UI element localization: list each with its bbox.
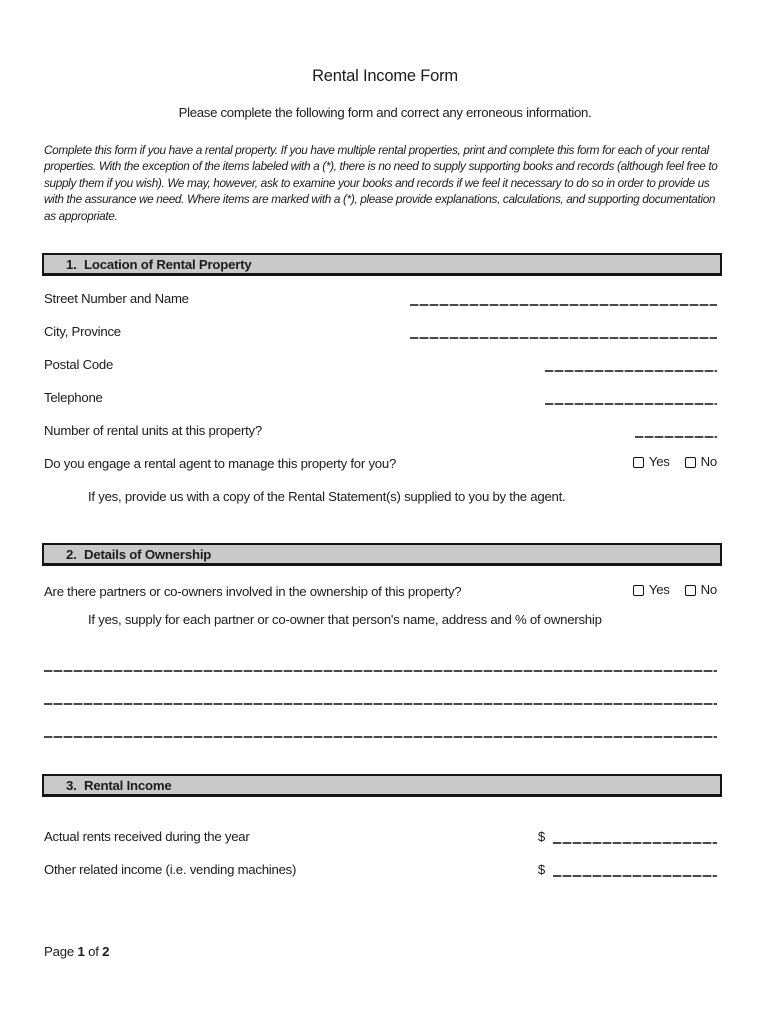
intro-paragraph: Complete this form if you have a rental property. If you have multiple rental properties, print and complete this form for each of your rental properties. With the exception of the items labeled with a (*), there is no need to supply supporting books and records (although feel free to supply them if you wish). We may, however, ask to examine your books and records if we feel it necessary to do so in order to provide us with the assurance we need. Where items are marked with a (*), please provide explanations, calculations, and supporting documentation as appropriate. xyxy=(44,143,718,223)
section-header-location xyxy=(42,253,722,276)
field-row-units xyxy=(44,421,717,441)
telephone-input-line[interactable] xyxy=(545,403,717,405)
city-input-line[interactable] xyxy=(410,337,717,339)
agent-no-checkbox-icon[interactable] xyxy=(685,457,696,468)
partners-question-choices xyxy=(633,580,717,602)
partners-no-choice[interactable] xyxy=(685,580,717,600)
partners-yes-checkbox-icon[interactable] xyxy=(633,585,644,596)
section-title: Location of Rental Property xyxy=(84,256,252,272)
other-income-amount-line[interactable] xyxy=(553,875,717,877)
page-word: Page xyxy=(44,944,74,959)
agent-question-choices xyxy=(633,452,717,474)
field-row-street xyxy=(44,289,717,309)
field-row-other-income xyxy=(44,860,717,880)
postal-code-label: Postal Code xyxy=(44,357,114,373)
yes-label: Yes xyxy=(648,582,670,598)
no-label: No xyxy=(700,454,717,470)
section-header-ownership xyxy=(42,543,722,566)
agent-question-label: Do you engage a rental agent to manage this property for you? xyxy=(44,456,397,472)
other-income-amount-group xyxy=(538,860,717,880)
partners-yes-choice[interactable] xyxy=(633,580,670,600)
partners-writein-line-2[interactable] xyxy=(44,703,717,705)
city-label: City, Province xyxy=(44,324,121,340)
page-total: 2 xyxy=(102,944,110,959)
partners-writein-line-3[interactable] xyxy=(44,736,717,738)
no-label: No xyxy=(700,582,717,598)
section-title: Rental Income xyxy=(84,777,172,793)
agent-yes-checkbox-icon[interactable] xyxy=(633,457,644,468)
field-row-telephone xyxy=(44,388,717,408)
street-label: Street Number and Name xyxy=(44,291,189,307)
field-row-city xyxy=(44,322,717,342)
telephone-label: Telephone xyxy=(44,390,103,406)
page-footer xyxy=(44,944,109,959)
actual-rents-amount-group xyxy=(538,827,717,847)
field-row-postal xyxy=(44,355,717,375)
rental-units-label: Number of rental units at this property? xyxy=(44,423,262,439)
other-income-label: Other related income (i.e. vending machines) xyxy=(44,862,297,878)
actual-rents-label: Actual rents received during the year xyxy=(44,829,250,845)
section-number: 1. xyxy=(66,256,77,272)
dollar-sign: $ xyxy=(537,829,545,845)
field-row-partners-question xyxy=(44,582,717,602)
section-title: Details of Ownership xyxy=(84,546,212,562)
agent-no-choice[interactable] xyxy=(685,452,717,472)
field-row-agent-question xyxy=(44,454,717,474)
page-title: Rental Income Form xyxy=(312,67,458,85)
partners-writein-line-1[interactable] xyxy=(44,670,717,672)
dollar-sign: $ xyxy=(537,862,545,878)
partners-note: If yes, supply for each partner or co-owner that person's name, address and % of ownership xyxy=(88,612,602,628)
rental-units-input-line[interactable] xyxy=(635,436,717,438)
field-row-actual-rents xyxy=(44,827,717,847)
actual-rents-amount-line[interactable] xyxy=(553,842,717,844)
section-header-rental-income xyxy=(42,774,722,797)
partners-question-label: Are there partners or co-owners involved in the ownership of this property? xyxy=(44,584,462,600)
section-number: 2. xyxy=(66,546,77,562)
yes-label: Yes xyxy=(648,454,670,470)
agent-yes-choice[interactable] xyxy=(633,452,670,472)
page-number: 1 xyxy=(77,944,85,959)
of-word: of xyxy=(88,944,99,959)
postal-code-input-line[interactable] xyxy=(545,370,717,372)
form-instructions: Please complete the following form and correct any erroneous information. xyxy=(178,105,592,120)
partners-no-checkbox-icon[interactable] xyxy=(685,585,696,596)
agent-note: If yes, provide us with a copy of the Rental Statement(s) supplied to you by the agent. xyxy=(88,489,566,505)
street-input-line[interactable] xyxy=(410,304,717,306)
section-number: 3. xyxy=(66,777,77,793)
